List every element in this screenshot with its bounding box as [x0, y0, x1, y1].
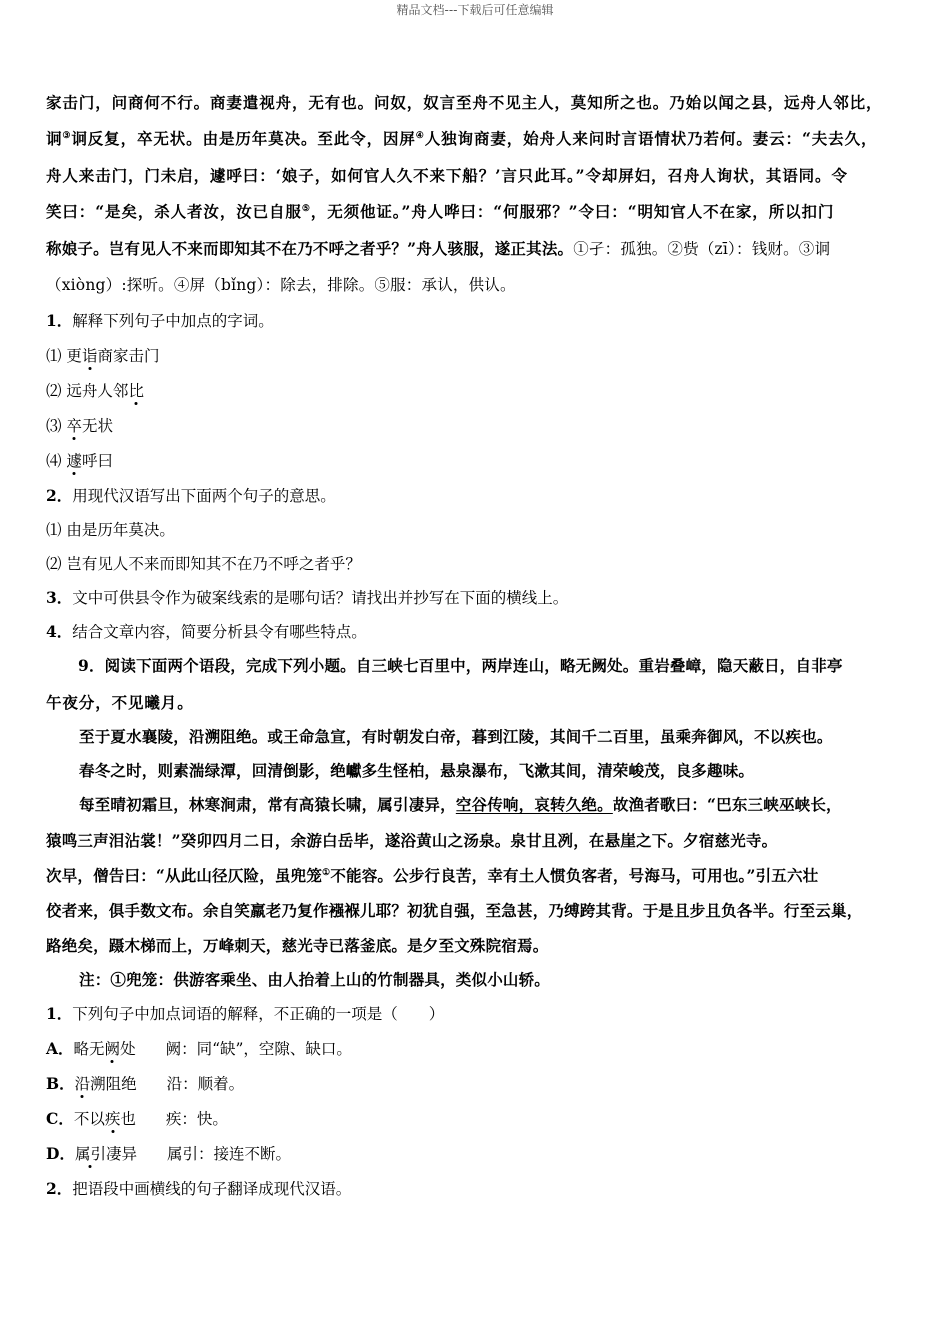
option-explanation: 阙：同“缺”，空隙、缺口。 — [165, 1040, 352, 1058]
option-text: 凄异 — [105, 1145, 137, 1163]
question-number: 1． — [46, 311, 73, 330]
choice-option-b[interactable] — [46, 1074, 914, 1094]
question-number: 3． — [46, 588, 73, 607]
dotted-word: 属引 — [74, 1145, 106, 1163]
dotted-word: 遽 — [66, 452, 82, 470]
passage-line — [46, 866, 914, 886]
passage-text: 诇反复，卒无状。由是历年莫决。至此令，因屏 — [71, 129, 416, 148]
question-number: 2． — [46, 486, 73, 505]
question-text: 把语段中画横线的句子翻译成现代汉语。 — [72, 1180, 352, 1198]
option-letter: B． — [46, 1074, 75, 1093]
passage-line: 午夜分，不见曦月。 — [46, 693, 194, 712]
passage-text: 次早，僧告曰：“从此山径仄险，虽兜笼 — [46, 866, 323, 885]
passage-line — [46, 202, 914, 222]
question-title — [46, 311, 914, 331]
passage-text: ，无须他证。”舟人哗曰：“何服邪？”令曰：“明知官人不在家，所以扣门 — [310, 202, 835, 221]
question-text: 文中可供县令作为破案线索的是哪句话？请找出并抄写在下面的横线上。 — [72, 589, 569, 607]
choice-option-d[interactable] — [46, 1144, 914, 1164]
underlined-sentence: 空谷传响，哀转久绝。 — [455, 795, 613, 814]
dotted-word: 阙 — [104, 1040, 121, 1058]
question-title — [46, 1004, 914, 1024]
passage-text: 称娘子。岂有见人不来而即知其不在乃不呼之者乎？”舟人骇服，遂正其法。 — [46, 239, 574, 258]
sub-question-text: 呼曰 — [81, 452, 113, 470]
option-text: 不以 — [73, 1110, 105, 1128]
option-text: 处 — [120, 1040, 136, 1058]
sub-question-text: 商家击门 — [97, 347, 160, 365]
option-text: 略无 — [73, 1040, 105, 1058]
sub-question: ⑵ 岂有见人不来而即知其不在乃不呼之者乎？ — [46, 555, 361, 573]
option-text: 溯阻绝 — [90, 1075, 137, 1093]
question-text: 下列句子中加点词语的解释，不正确的一项是（ ） — [72, 1005, 445, 1023]
sub-question-text: ⑷ — [46, 452, 67, 470]
question-number: 4． — [46, 622, 73, 641]
document-body — [46, 93, 914, 1199]
question-title — [46, 588, 914, 608]
passage-text: 不能容。公步行良苦，幸有土人惯负客者，号海马，可用也。”引五六壮 — [330, 866, 819, 885]
passage-line — [46, 239, 914, 259]
passage-line: 舟人来击门，门未启，遽呼曰：‘娘子，如何官人久不来下船？’言只此耳。”令却屏妇，召舟人询状，其语同。令 — [46, 166, 848, 185]
passage-line: 9．阅读下面两个语段，完成下列小题。自三峡七百里中，两岸连山，略无阙处。重岩叠嶂，隐天蔽日，自非亭 — [78, 656, 843, 675]
question-title — [46, 622, 914, 642]
footnote-mark: ① — [322, 867, 331, 878]
footnote-mark: ④ — [415, 130, 425, 141]
option-letter: D． — [46, 1144, 75, 1163]
sub-question — [46, 346, 914, 366]
footnote-mark: ③ — [62, 130, 72, 141]
option-text: 也 — [120, 1110, 136, 1128]
sub-question — [46, 416, 914, 436]
question-title — [46, 1179, 914, 1199]
dotted-word: 卒 — [66, 417, 82, 435]
passage-text: 诇 — [46, 129, 63, 148]
choice-option-c[interactable] — [46, 1109, 914, 1129]
dotted-word: 沿 — [74, 1075, 91, 1093]
footnote-line: 注：①兜笼：供游客乘坐、由人抬着上山的竹制器具，类似小山轿。 — [79, 970, 551, 989]
passage-line: 路绝矣，蹑木梯而上，万峰刺天，慈光寺已落釜底。是夕至文殊院宿焉。 — [46, 936, 549, 955]
option-letter: C． — [46, 1109, 74, 1128]
passage-line: 猿鸣三声泪沾裳！”癸卯四月二日，余游白岳毕，遂浴黄山之汤泉。泉甘且冽，在悬崖之下。夕宿慈光寺。 — [46, 831, 778, 850]
passage-line: 春冬之时，则素湍绿潭，回清倒影，绝巘多生怪柏，悬泉瀑布，飞漱其间，清荣峻茂，良多趣味。 — [79, 761, 755, 780]
option-explanation: 属引：接连不断。 — [166, 1145, 291, 1163]
sub-question — [46, 451, 914, 471]
sub-question — [46, 381, 914, 401]
question-text: 结合文章内容，简要分析县令有哪些特点。 — [72, 623, 367, 641]
sub-question-text: 无状 — [81, 417, 113, 435]
option-explanation: 疾：快。 — [165, 1110, 228, 1128]
passage-line — [46, 129, 914, 149]
choice-option-a[interactable] — [46, 1039, 914, 1059]
passage-line — [46, 795, 914, 815]
passage-text: 故渔者歌曰：“巴东三峡巫峡长， — [612, 795, 842, 814]
sub-question-text: ⑵ 远舟人邻 — [46, 382, 129, 400]
option-explanation: 沿：顺着。 — [166, 1075, 245, 1093]
sub-question-text: ⑶ — [46, 417, 67, 435]
question-number: 2． — [46, 1179, 73, 1198]
passage-text: 笑曰：“是矣，杀人者汝，汝已自服 — [46, 202, 302, 221]
question-text: 解释下列句子中加点的字词。 — [72, 312, 274, 330]
passage-line: 佼者来，俱手数文布。余自笑羸老乃复作襁褓儿耶？初犹自强，至急甚，乃缚跨其背。于是且步且负各半。行至云巢， — [46, 901, 863, 920]
question-number: 1． — [46, 1004, 73, 1023]
passage-text: 每至晴初霜旦，林寒涧肃，常有高猿长啸，属引凄异， — [79, 795, 456, 814]
option-letter: A． — [46, 1039, 74, 1058]
sub-question-text: ⑴ 更 — [46, 347, 82, 365]
dotted-word: 疾 — [104, 1110, 121, 1128]
footnotes-line: （xiòng）:探听。④屏（bǐng）：除去，排除。⑤服：承认，供认。 — [46, 276, 516, 294]
sub-question: ⑴ 由是历年莫决。 — [46, 521, 175, 539]
passage-text: 人独询商妻，始舟人来问时言语情状乃若何。妻云：“夫去久， — [424, 129, 878, 148]
question-text: 用现代汉语写出下面两个句子的意思。 — [72, 487, 336, 505]
dotted-word: 比 — [128, 382, 144, 400]
question-title — [46, 486, 914, 506]
page-header: 精品文档---下载后可任意编辑 — [396, 3, 554, 17]
footnote-mark: ⑤ — [301, 203, 311, 214]
dotted-word: 诣 — [81, 347, 98, 365]
passage-line: 至于夏水襄陵，沿溯阻绝。或王命急宣，有时朝发白帝，暮到江陵，其间千二百里，虽乘奔御风，不以疾也。 — [79, 727, 833, 746]
footnotes-text: ①孑：孤独。②赀（zī）：钱财。③诇 — [573, 240, 831, 258]
passage-line: 家击门，问商何不行。商妻遣视舟，无有也。问奴，奴言至舟不见主人，莫知所之也。乃始以闻之县，远舟人邻比， — [46, 93, 883, 112]
